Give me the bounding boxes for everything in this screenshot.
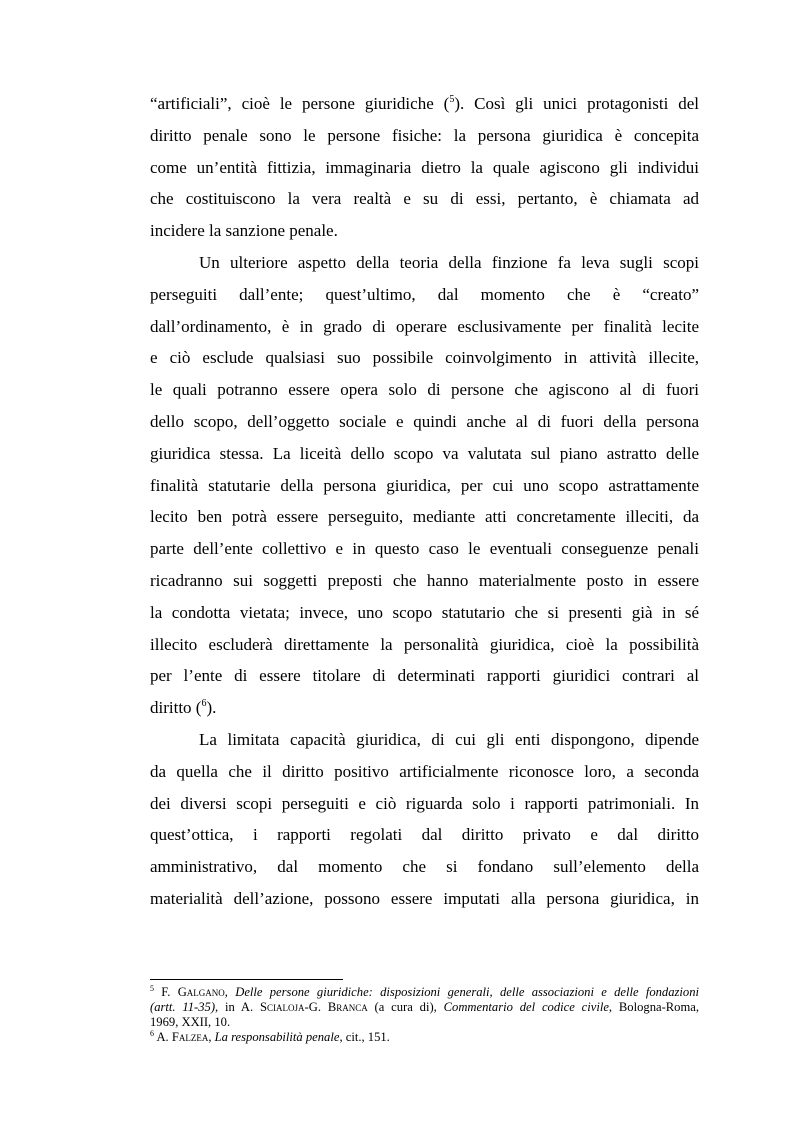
text-line: dei diversi scopi perseguiti e ciò riguarda solo i rapporti patrimoniali. In bbox=[150, 793, 699, 813]
footnote-number: 5 bbox=[150, 984, 154, 993]
text-line: le quali potranno essere opera solo di persone che agiscono al di fuori bbox=[150, 380, 699, 400]
text-line: “artificiali”, cioè le persone giuridiche ($^5$). Così gli unici protagonisti del bbox=[150, 94, 699, 113]
text-line: amministrativo, dal momento che si fondano sull’elemento della bbox=[150, 857, 699, 877]
text-line: come un’entità fittizia, immaginaria dietro la quale agiscono gli individui bbox=[150, 157, 699, 177]
footnote-separator bbox=[150, 979, 343, 980]
footnote-number: 6 bbox=[150, 1029, 154, 1038]
footnote-5-cont: (artt. 11-35), in A. Scialoja-G. Branca (a cura di), Commentario del codice civile, Bologna-Roma, bbox=[150, 1000, 700, 1014]
text-line: diritto ($^6$). bbox=[150, 698, 217, 718]
text-line: incidere la sanzione penale. bbox=[150, 221, 338, 241]
text-line: illecito escluderà direttamente la personalità giuridica, cioè la possibilità bbox=[150, 634, 699, 654]
text-line: e ciò esclude qualsiasi suo possibile coinvolgimento in attività illecite, bbox=[150, 348, 699, 368]
text-line: per l’ente di essere titolare di determinati rapporti giuridici contrari al bbox=[150, 666, 699, 686]
paragraph-start-line: La limitata capacità giuridica, di cui gli enti dispongono, dipende bbox=[199, 729, 699, 749]
footnotes bbox=[150, 985, 699, 1045]
text-line: diritto penale sono le persone fisiche: la persona giuridica è concepita bbox=[150, 125, 699, 145]
text-line: finalità statutarie della persona giuridica, per cui uno scopo astrattamente bbox=[150, 475, 699, 495]
text-line: che costituiscono la vera realtà e su di essi, pertanto, è chiamata ad bbox=[150, 189, 699, 209]
text-line: quest’ottica, i rapporti regolati dal diritto privato e dal diritto bbox=[150, 825, 699, 845]
footnote-6: $^6$ A. Falzea, La responsabilità penale, cit., 151. bbox=[150, 1029, 390, 1044]
footnote-ref-6[interactable]: 6 bbox=[201, 698, 207, 710]
text-line: parte dell’ente collettivo e in questo caso le eventuali conseguenze penali bbox=[150, 539, 699, 559]
text-line: ricadranno sui soggetti preposti che hanno materialmente posto in essere bbox=[150, 570, 699, 590]
text-line: dello scopo, dell’oggetto sociale e quindi anche al di fuori della persona bbox=[150, 411, 699, 431]
footnote-ref-5[interactable]: 5 bbox=[449, 94, 455, 105]
footnote-5-end: 1969, XXII, 10. bbox=[150, 1015, 231, 1029]
footnote-5: $^5$ F. Galgano, Delle persone giuridiche: disposizioni generali, delle associazioni e delle fondazioni bbox=[150, 984, 700, 999]
paragraph-start-line: Un ulteriore aspetto della teoria della finzione fa leva sugli scopi bbox=[199, 252, 699, 272]
text-line: la condotta vietata; invece, uno scopo statutario che si presenti già in sé bbox=[150, 602, 699, 622]
text-line: lecito ben potrà essere perseguito, mediante atti concretamente illeciti, da bbox=[150, 507, 699, 527]
text-line: dall’ordinamento, è in grado di operare esclusivamente per finalità lecite bbox=[150, 316, 699, 336]
text-line: perseguiti dall’ente; quest’ultimo, dal momento che è “creato” bbox=[150, 284, 699, 304]
main-text bbox=[150, 88, 699, 915]
text-line: da quella che il diritto positivo artificialmente riconosce loro, a seconda bbox=[150, 761, 699, 781]
text-line: giuridica stessa. La liceità dello scopo va valutata sul piano astratto delle bbox=[150, 443, 699, 463]
text-line: materialità dell’azione, possono essere imputati alla persona giuridica, in bbox=[150, 888, 699, 908]
